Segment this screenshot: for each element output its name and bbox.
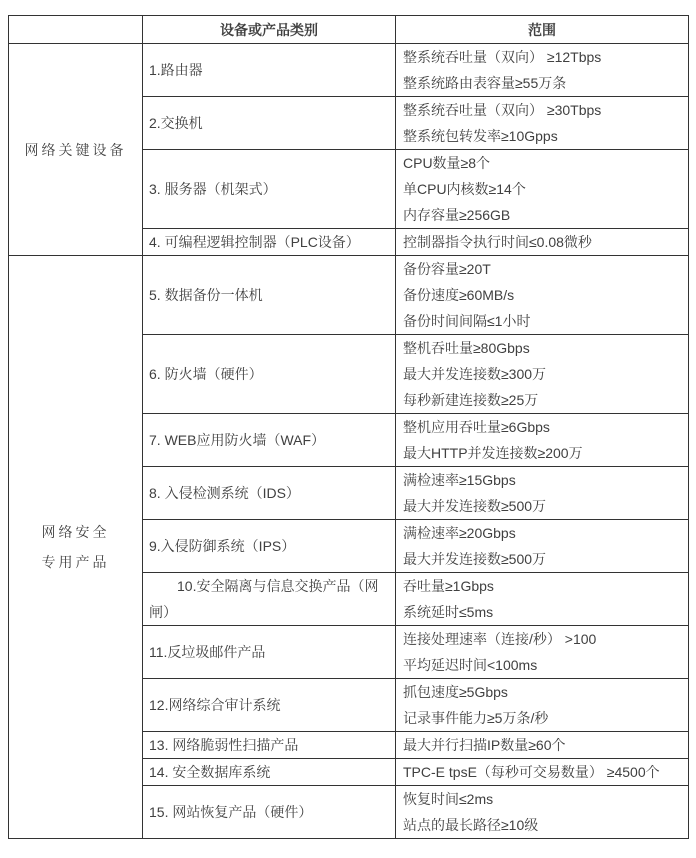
product-cell: 8. 入侵检测系统（IDS）	[143, 467, 396, 520]
range-spec: 内存容量≥256GB	[403, 207, 511, 223]
range-spec: 记录事件能力≥5万条/秒	[403, 710, 549, 726]
range-spec: 控制器指令执行时间≤0.08微秒	[403, 234, 592, 250]
product-cell: 14. 安全数据库系统	[143, 759, 396, 786]
category-label: 网络安全	[41, 524, 110, 540]
range-spec: 最大并行扫描IP数量≥60个	[403, 737, 566, 753]
range-spec: 抓包速度≥5Gbps	[403, 684, 508, 700]
category-cell	[9, 44, 143, 256]
range-cell	[396, 786, 689, 839]
product-cell: 7. WEB应用防火墙（WAF）	[143, 414, 396, 467]
range-spec: 系统延时≤5ms	[403, 604, 494, 620]
range-spec: 备份容量≥20T	[403, 261, 491, 277]
range-spec: 整机吞吐量≥80Gbps	[403, 340, 530, 356]
range-spec: 整系统路由表容量≥55万条	[403, 75, 567, 91]
range-spec: 整系统包转发率≥10Gpps	[403, 128, 558, 144]
range-spec: 站点的最长路径≥10级	[403, 817, 539, 833]
category-label: 网络关键设备	[24, 141, 127, 158]
product-cell: 5. 数据备份一体机	[143, 256, 396, 335]
product-cell: 9.入侵防御系统（IPS）	[143, 520, 396, 573]
table-row	[9, 44, 689, 97]
range-cell	[396, 97, 689, 150]
range-cell	[396, 520, 689, 573]
range-spec: 每秒新建连接数≥25万	[403, 392, 539, 408]
range-cell	[396, 573, 689, 626]
category-label: 专用产品	[41, 554, 110, 570]
range-spec: 最大并发连接数≥300万	[403, 366, 547, 382]
range-spec: 整系统吞吐量（双向） ≥30Tbps	[403, 102, 602, 118]
range-cell	[396, 759, 689, 786]
product-cell: 12.网络综合审计系统	[143, 679, 396, 732]
range-spec: CPU数量≥8个	[403, 155, 491, 171]
range-cell	[396, 256, 689, 335]
table-row	[9, 256, 689, 335]
product-cell: 4. 可编程逻辑控制器（PLC设备）	[143, 229, 396, 256]
product-header-cell: 设备或产品类别	[143, 16, 396, 44]
product-cell: 6. 防火墙（硬件）	[143, 335, 396, 414]
category-header-cell	[9, 16, 143, 44]
product-cell: 3. 服务器（机架式）	[143, 150, 396, 229]
range-cell	[396, 626, 689, 679]
range-spec: 备份时间间隔≤1小时	[403, 313, 531, 329]
range-spec: 最大HTTP并发连接数≥200万	[403, 445, 583, 461]
range-cell	[396, 335, 689, 414]
product-cell: 13. 网络脆弱性扫描产品	[143, 732, 396, 759]
requirements-table	[8, 15, 689, 839]
range-spec: 最大并发连接数≥500万	[403, 551, 547, 567]
range-cell	[396, 44, 689, 97]
range-spec: 整机应用吞吐量≥6Gbps	[403, 419, 550, 435]
range-header-cell: 范围	[396, 16, 689, 44]
range-spec: 单CPU内核数≥14个	[403, 181, 526, 197]
range-spec: 恢复时间≤2ms	[403, 791, 494, 807]
product-cell: 2.交换机	[143, 97, 396, 150]
range-spec: 最大并发连接数≥500万	[403, 498, 547, 514]
range-cell	[396, 732, 689, 759]
range-cell	[396, 467, 689, 520]
range-cell	[396, 414, 689, 467]
product-cell: 11.反垃圾邮件产品	[143, 626, 396, 679]
header-row	[9, 16, 689, 44]
category-cell	[9, 256, 143, 839]
range-spec: 平均延迟时间<100ms	[403, 657, 538, 673]
range-spec: 连接处理速率（连接/秒） >100	[403, 631, 597, 647]
range-spec: 满检速率≥15Gbps	[403, 472, 516, 488]
table-body	[9, 44, 689, 839]
product-cell: 10.安全隔离与信息交换产品（网闸）	[143, 573, 396, 626]
range-spec: 备份速度≥60MB/s	[403, 287, 515, 303]
range-cell	[396, 679, 689, 732]
product-cell: 1.路由器	[143, 44, 396, 97]
range-spec: TPC-E tpsE（每秒可交易数量） ≥4500个	[403, 764, 660, 780]
range-spec: 整系统吞吐量（双向） ≥12Tbps	[403, 49, 602, 65]
product-cell: 15. 网站恢复产品（硬件）	[143, 786, 396, 839]
range-spec: 吞吐量≥1Gbps	[403, 578, 494, 594]
range-cell	[396, 229, 689, 256]
range-cell	[396, 150, 689, 229]
range-spec: 满检速率≥20Gbps	[403, 525, 516, 541]
